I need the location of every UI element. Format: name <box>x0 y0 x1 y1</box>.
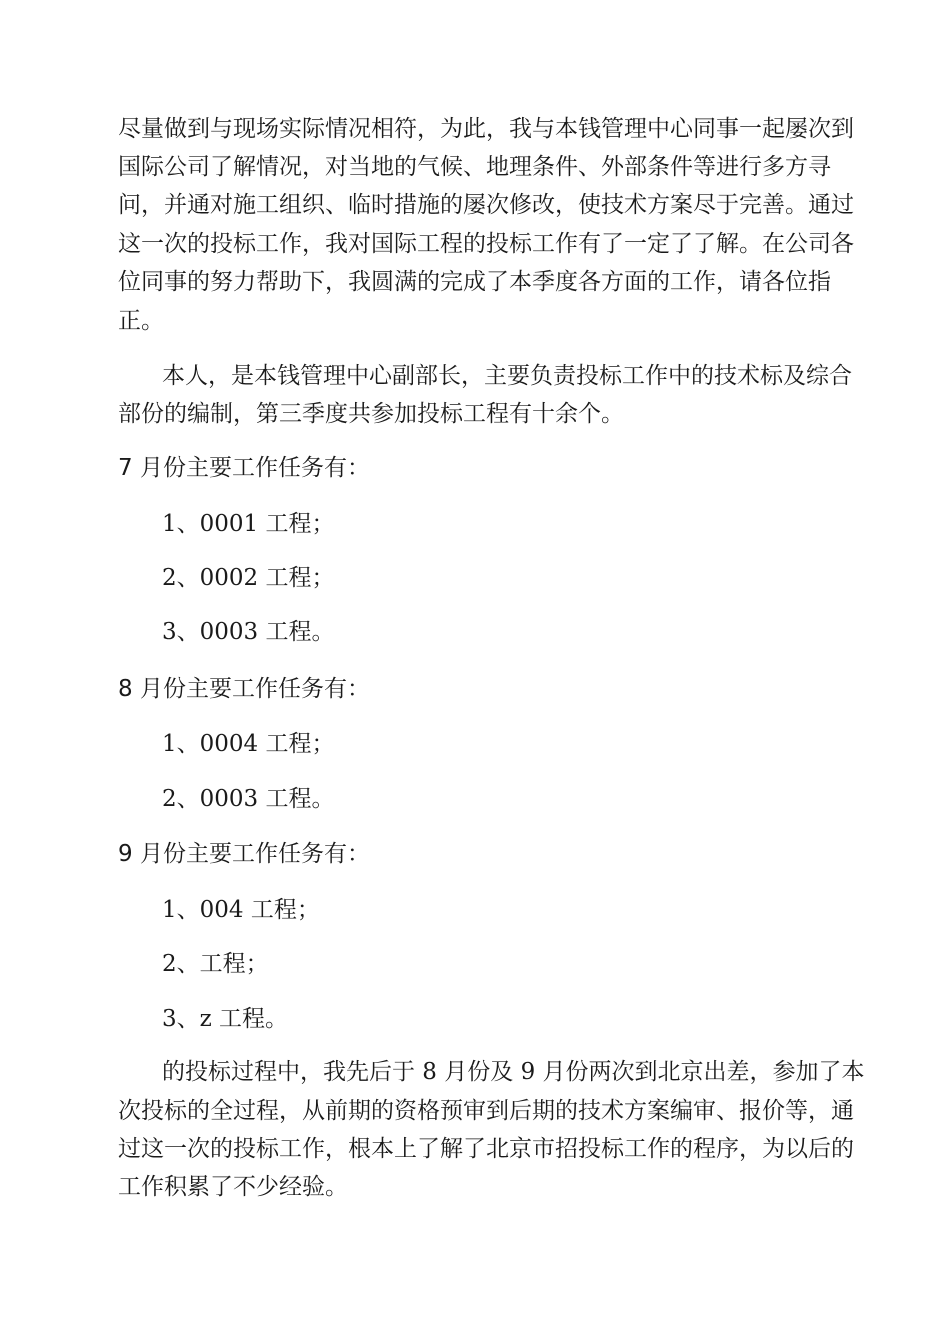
list-item: 1、0001 工程； <box>162 511 335 537</box>
list-item: 1、0004 工程； <box>162 731 335 757</box>
list-item: 2、0003 工程。 <box>162 786 335 812</box>
paragraph-line: 位同事的努力帮助下，我圆满的完成了本季度各方面的工作，请各位指 <box>118 269 831 295</box>
paragraph-line: 部份的编制，第三季度共参加投标工程有十余个。 <box>118 401 624 427</box>
paragraph-line: 过这一次的投标工作，根本上了解了北京市招投标工作的程序，为以后的 <box>118 1136 854 1162</box>
month-heading-text: 月份主要工作任务有： <box>139 841 370 867</box>
list-item: 2、0002 工程； <box>162 565 335 591</box>
paragraph-line: 尽量做到与现场实际情况相符，为此，我与本钱管理中心同事一起屡次到 <box>118 116 854 142</box>
month-number: 8 <box>118 676 133 702</box>
paragraph-line: 问，并通对施工组织、临时措施的屡次修改，使技术方案尽于完善。通过 <box>118 192 854 218</box>
month-number: 7 <box>118 455 133 481</box>
month-heading-text: 月份主要工作任务有： <box>139 455 370 481</box>
paragraph-line: 这一次的投标工作，我对国际工程的投标工作有了一定了了解。在公司各 <box>118 231 854 257</box>
paragraph-line: 本人，是本钱管理中心副部长，主要负责投标工作中的技术标及综合 <box>162 363 852 389</box>
month-heading-text: 月份主要工作任务有： <box>139 676 370 702</box>
paragraph-line: 正。 <box>118 308 164 334</box>
month-heading <box>118 674 370 704</box>
list-item: 1、004 工程； <box>162 897 320 923</box>
paragraph-line: 的投标过程中，我先后于 8 月份及 9 月份两次到北京出差，参加了本 <box>162 1059 865 1085</box>
list-item: 3、0003 工程。 <box>162 619 335 645</box>
paragraph-line: 工作积累了不少经验。 <box>118 1174 348 1200</box>
month-number: 9 <box>118 841 133 867</box>
paragraph-line: 国际公司了解情况，对当地的气候、地理条件、外部条件等进行多方寻 <box>118 154 831 180</box>
list-item: 2、工程； <box>162 951 269 977</box>
month-heading <box>118 453 370 483</box>
paragraph-line: 次投标的全过程，从前期的资格预审到后期的技术方案编审、报价等，通 <box>118 1098 854 1124</box>
month-heading <box>118 839 370 869</box>
list-item: 3、z 工程。 <box>162 1006 289 1032</box>
